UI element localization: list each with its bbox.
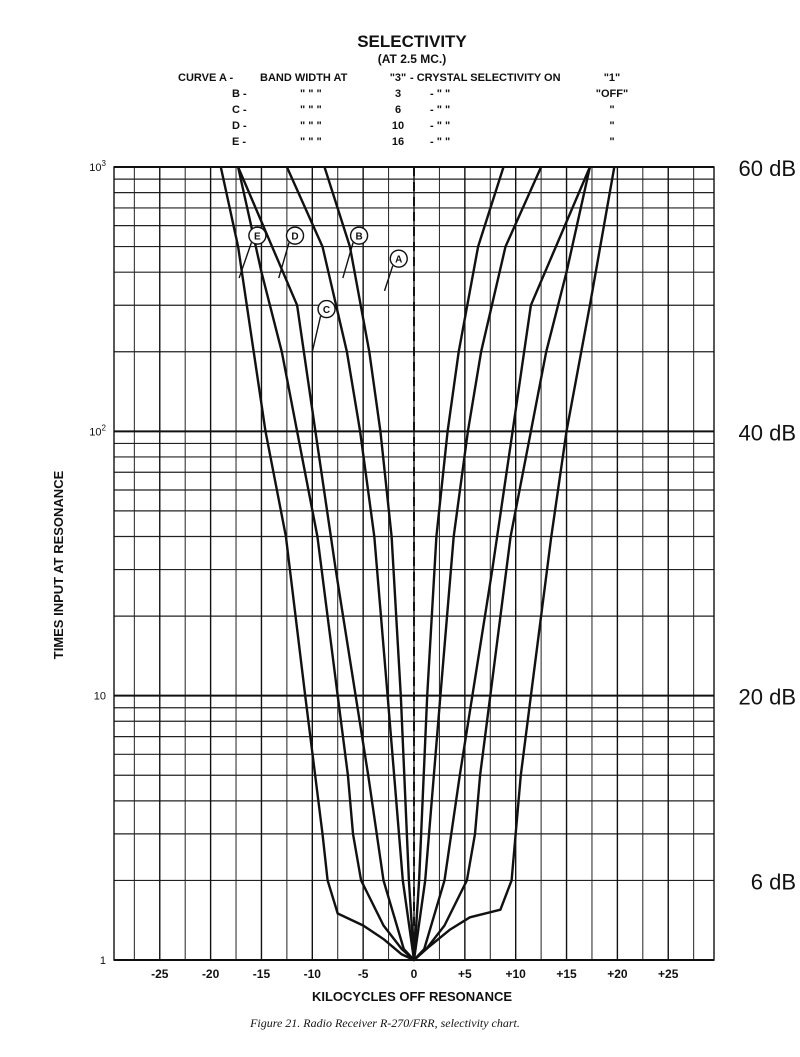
x-tick-label: -5 xyxy=(357,967,369,981)
y-tick-label xyxy=(94,691,106,703)
chart-subtitle: (AT 2.5 MC.) xyxy=(377,52,447,66)
legend-selectivity: "OFF" xyxy=(595,88,629,100)
db-label: 40 dB xyxy=(738,420,796,446)
y-tick-label xyxy=(100,955,106,967)
curve-e xyxy=(221,167,615,960)
y-tick-exponent: 3 xyxy=(101,159,106,168)
legend-bandwidth: 10 xyxy=(391,120,405,132)
legend-crystal: - " " xyxy=(430,88,451,100)
legend-bandwidth: 16 xyxy=(391,136,405,148)
legend-bandwidth: "3" xyxy=(389,72,407,84)
series-marker-label: E xyxy=(254,231,261,243)
db-label: 60 dB xyxy=(738,156,796,181)
x-tick-label: +5 xyxy=(458,967,472,981)
x-tick-label: 0 xyxy=(410,967,418,981)
y-tick-exponent: 2 xyxy=(101,423,106,433)
y-tick-base: 10 xyxy=(89,162,102,174)
legend-text: " " " xyxy=(300,120,322,132)
legend-block xyxy=(178,72,628,148)
legend-crystal: - " " xyxy=(430,104,451,116)
series-marker-leader xyxy=(312,316,320,352)
legend-crystal: - CRYSTAL SELECTIVITY ON xyxy=(410,72,561,84)
y-tick-base: 10 xyxy=(89,426,102,439)
legend-curve-label: B - xyxy=(232,88,247,100)
legend-bandwidth: 6 xyxy=(394,104,402,116)
legend-crystal: - " " xyxy=(430,120,451,132)
db-label: 20 dB xyxy=(738,684,796,710)
legend-selectivity: " xyxy=(609,104,615,116)
figure-caption: Figure 21. Radio Receiver R-270/FRR, selectivity chart. xyxy=(250,1016,520,1030)
curves xyxy=(221,167,615,960)
y-tick-label xyxy=(89,159,106,174)
y-tick-base: 10 xyxy=(93,690,106,703)
legend-curve-label: E - xyxy=(232,136,247,148)
x-axis-ticks xyxy=(151,967,679,981)
legend-selectivity: "1" xyxy=(603,72,621,84)
x-tick-label: -10 xyxy=(303,967,321,981)
series-marker-label: A xyxy=(395,254,403,266)
series-marker-label: B xyxy=(355,231,363,243)
legend-curve-label: C - xyxy=(232,104,247,116)
legend-selectivity: " xyxy=(609,120,615,132)
x-tick-label: -15 xyxy=(252,967,271,981)
legend-curve-label: CURVE A - xyxy=(178,72,234,84)
series-marker-label: C xyxy=(322,305,331,317)
legend-bandwidth: 3 xyxy=(394,88,402,100)
db-labels xyxy=(739,156,797,894)
chart-header xyxy=(178,32,628,148)
legend-curve-label: D - xyxy=(232,120,247,132)
x-tick-label: +20 xyxy=(607,967,628,981)
y-tick-label xyxy=(89,423,106,438)
x-tick-label: -25 xyxy=(151,967,169,981)
legend-text: " " " xyxy=(300,104,322,116)
y-tick-base: 1 xyxy=(99,955,106,967)
x-axis-label: KILOCYCLES OFF RESONANCE xyxy=(311,989,513,1004)
legend-text: BAND WIDTH AT xyxy=(260,72,348,84)
y-axis-label: TIMES INPUT AT RESONANCE xyxy=(51,470,66,660)
legend-selectivity: " xyxy=(609,136,615,148)
x-tick-label: +15 xyxy=(556,967,577,981)
x-tick-label: +10 xyxy=(505,967,526,981)
series-marker-label: D xyxy=(291,231,299,243)
chart-title: SELECTIVITY xyxy=(357,32,467,51)
x-tick-label: -20 xyxy=(201,967,220,981)
legend-text: " " " xyxy=(300,88,322,100)
x-tick-label: +25 xyxy=(658,967,679,981)
legend-text: " " " xyxy=(300,136,322,148)
legend-crystal: - " " xyxy=(430,136,451,148)
db-label: 6 dB xyxy=(750,869,796,895)
y-axis-ticks xyxy=(89,159,106,967)
